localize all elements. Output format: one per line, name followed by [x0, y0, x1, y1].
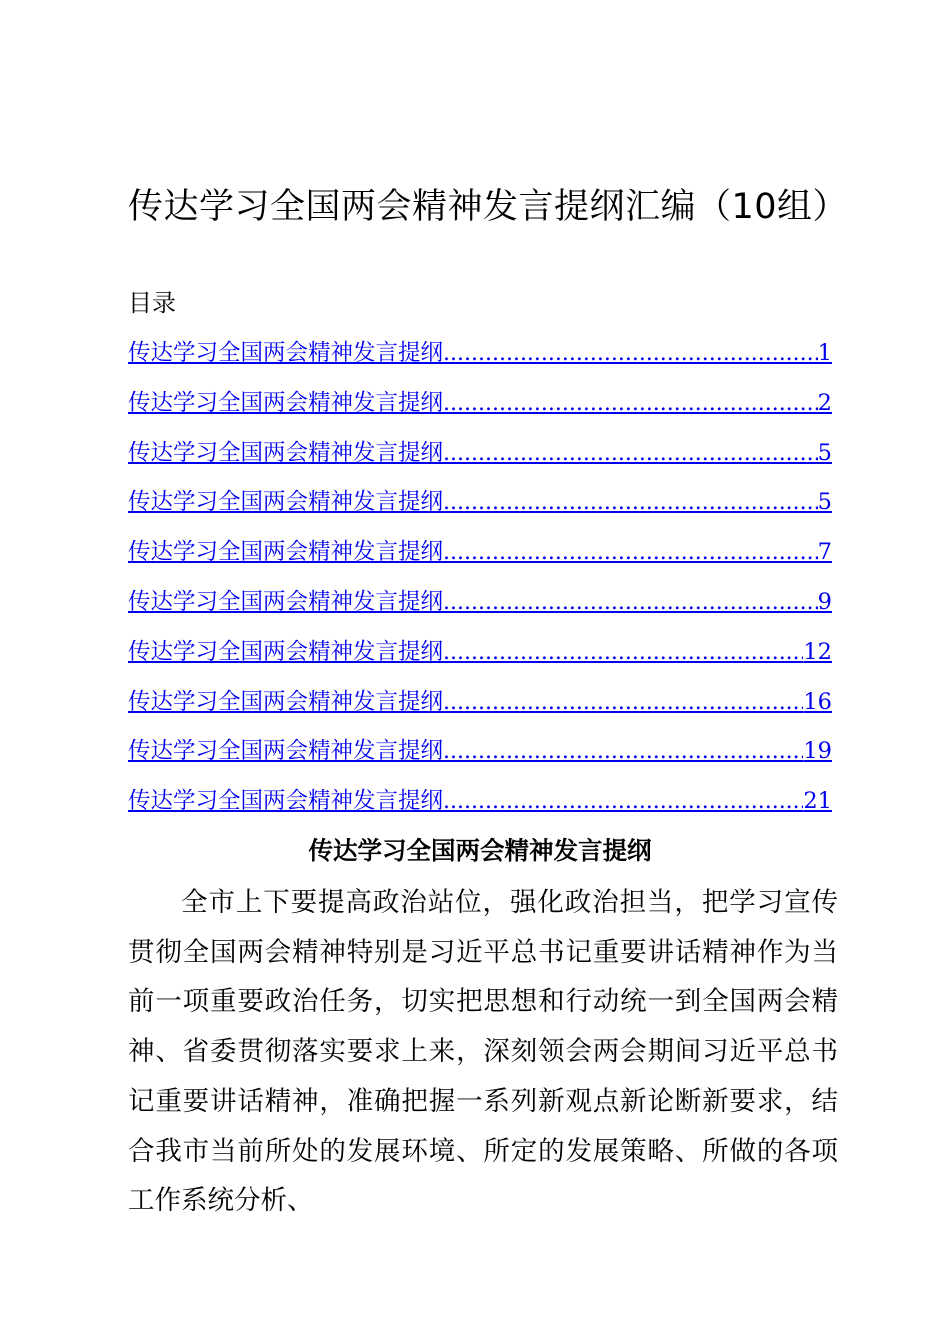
- toc-heading: 目录: [128, 289, 176, 317]
- section-title: 传达学习全国两会精神发言提纲: [308, 836, 652, 865]
- toc-entry-text: 传达学习全国两会精神发言提纲: [128, 688, 444, 715]
- toc-entry-10[interactable]: [128, 784, 832, 834]
- toc-page-number: 1: [817, 340, 832, 366]
- toc-dot-leader: [443, 337, 818, 371]
- toc-entry-8[interactable]: [128, 685, 832, 735]
- toc-page-number: 21: [803, 788, 832, 815]
- toc-entry-text: 传达学习全国两会精神发言提纲: [128, 588, 444, 615]
- toc-page-number: 19: [803, 738, 832, 765]
- toc-entry-text: 传达学习全国两会精神发言提纲: [128, 389, 444, 416]
- document-title: 传达学习全国两会精神发言提纲汇编（10组）: [128, 187, 849, 227]
- toc-entry-4[interactable]: [128, 485, 832, 535]
- toc-entry-text: 传达学习全国两会精神发言提纲: [128, 439, 444, 466]
- toc-page-number: 16: [803, 688, 832, 715]
- toc-page-number: 7: [817, 539, 832, 566]
- toc-entry-1[interactable]: [128, 336, 832, 386]
- toc-dot-leader: [443, 785, 803, 819]
- toc-entry-9[interactable]: [128, 734, 832, 784]
- toc-dot-leader: [443, 536, 818, 570]
- toc-page-number: 5: [817, 489, 832, 516]
- table-of-contents: [128, 336, 832, 834]
- toc-entry-text: 传达学习全国两会精神发言提纲: [128, 489, 444, 516]
- toc-page-number: 2: [817, 389, 832, 416]
- toc-dot-leader: [443, 636, 803, 670]
- toc-dot-leader: [443, 586, 818, 620]
- toc-entry-5[interactable]: [128, 535, 832, 585]
- toc-dot-leader: [443, 437, 818, 471]
- toc-entry-2[interactable]: [128, 386, 832, 436]
- toc-entry-text: 传达学习全国两会精神发言提纲: [128, 340, 444, 366]
- body-paragraph: 全市上下要提高政治站位，强化政治担当，把学习宣传贯彻全国两会精神特别是习近平总书记重要讲话精神作为当前一项重要政治任务，切实把思想和行动统一到全国两会精神、省委贯彻落实要求上来，深刻领会两会期间习近平总书记重要讲话精神，准确把握一系列新观点新论断新要求，结合我市当前所处的发展环境、所定的发展策略、所做的各项工作系统分析、: [128, 887, 838, 1217]
- toc-entry-text: 传达学习全国两会精神发言提纲: [128, 738, 444, 765]
- toc-entry-6[interactable]: [128, 585, 832, 635]
- toc-entry-3[interactable]: [128, 436, 832, 486]
- toc-page-number: 5: [817, 439, 832, 466]
- toc-entry-text: 传达学习全国两会精神发言提纲: [128, 788, 444, 815]
- toc-entry-7[interactable]: [128, 635, 832, 685]
- toc-dot-leader: [443, 686, 803, 720]
- toc-dot-leader: [443, 735, 803, 769]
- toc-dot-leader: [443, 486, 818, 520]
- toc-entry-text: 传达学习全国两会精神发言提纲: [128, 539, 444, 566]
- toc-page-number: 9: [817, 588, 832, 615]
- toc-dot-leader: [443, 387, 818, 421]
- toc-page-number: 12: [803, 638, 832, 665]
- toc-entry-text: 传达学习全国两会精神发言提纲: [128, 638, 444, 665]
